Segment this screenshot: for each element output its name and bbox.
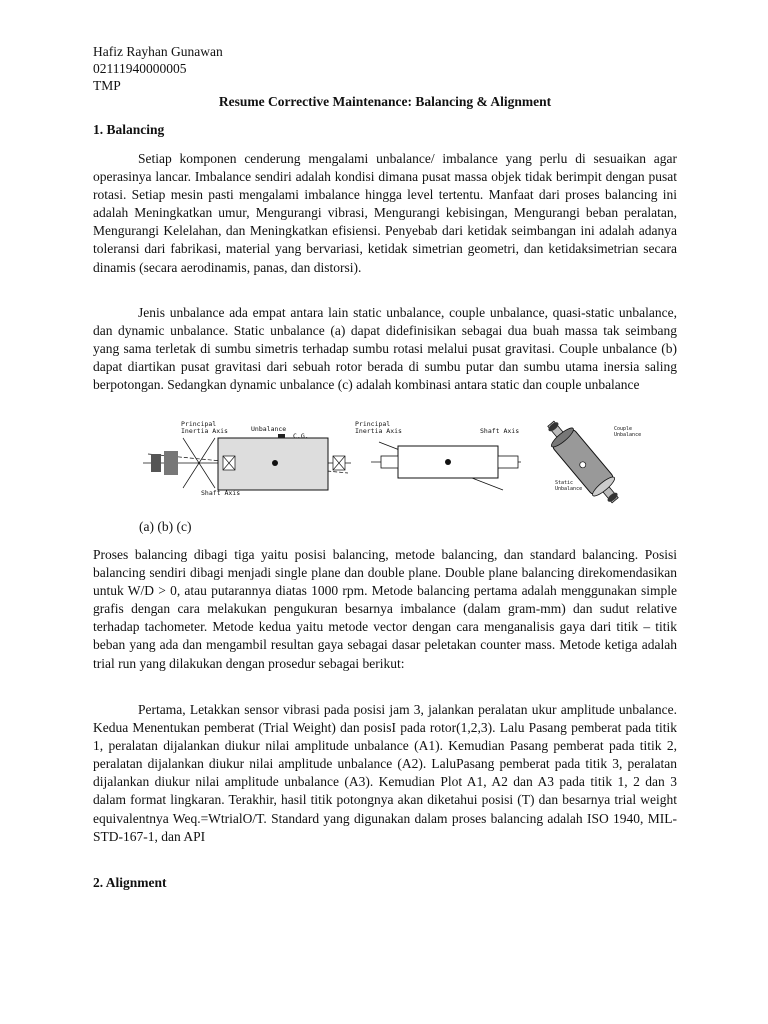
paragraph-trial-run-procedure: Pertama, Letakkan sensor vibrasi pada posisi jam 3, jalankan peralatan ukur amplitude unbalance. Kedua Menentukan pemberat (Trial Weight) dan posisI pada rotor(1,2,3). Lalu Pasang pemberat pada titik 1, peralatan dijalankan diukur nilai amplitude unbalance (A1). Kemudian Pasang pemberat pada titik 2, peralatan dijalankan diukur nilai amplitude unbalance (A2). LaluPasang pemberat pada titik 3, peralatan dijalankan diukur nilai amplitude unbalance (A3). Kemudian Plot A1, A2 dan A3 pada titik 1, 2 dan 3 dalam format lingkaran. Terakhir, hasil titik potongnya akan diketahui posisi (T) dan besarnya trial weight equivalentnya Weq.=WtrialO/T. Standard yang digunakan dalam proses balancing adalah ISO 1940, MIL-STD-167-1, dan API bbox=[93, 702, 677, 844]
label-static-2: Unbalance bbox=[555, 486, 583, 492]
unbalance-types-figure bbox=[143, 418, 643, 504]
paragraph-balancing-process: Proses balancing dibagi tiga yaitu posisi balancing, metode balancing, dan standard balancing. Posisi balancing sendiri dibagi menjadi single plane dan double plane. Double plane balancing direkomendasikan untuk W/D > 0, atau putarannya diatas 1000 rpm. Metode balancing pertama adalah menggunakan simple grafis dengan cara melakukan pengukuran besarnya imbalance (dalam gram-mm) dan sudut relative terhadap tachometer. Metode kedua yaitu metode vector dengan cara menganalisis gaya dari titik – titik beban yang ada dan mengambil resultan gaya sebagai dasar peletakan counter mass. Metode ketiga adalah trial run yang dilakukan dengan prosedur sebagai berikut: bbox=[93, 547, 677, 671]
label-principal-b1: Principal bbox=[355, 420, 391, 428]
paragraph-balancing-intro: Setiap komponen cenderung mengalami unbalance/ imbalance yang perlu di sesuaikan agar operasinya lancar. Imbalance sendiri adalah kondisi dimana pusat massa objek tidak berimpit dengan pusat rotasi. Setiap mesin pasti mengalami imbalance hingga level tertentu. Manfaat dari proses balancing ini adalah Meningkatkan umur, Mengurangi vibrasi, Mengurangi kebisingan, Mengurangi beban peralatan, Mengurangi Kelelahan, dan Meningkatkan efisiensi. Penyebab dari ketidak seimbangan ini adalah adanya toleransi dari fabrikasi, material yang bervariasi, ketidak simetrian geometri, dan ketidaksimetrian secara dinamis (secara aerodinamis, panas, dan distorsi). bbox=[93, 151, 677, 275]
paragraph-unbalance-types: Jenis unbalance ada empat antara lain static unbalance, couple unbalance, quasi-static unbalance, dan dynamic unbalance. Static unbalance (a) dapat didefinisikan sebagai dua buah massa tak seimbang yang sama terletak di sumbu simetris terhadap sumbu rotasi melalui pusat gravitasi. Couple unbalance (b) dapat diartikan pusat gravitasi dari sebuah rotor berada di sumbu putar dan sumbu utama inersia saling berpotongan. Sedangkan dynamic unbalance (c) adalah kombinasi antara static dan couple unbalance bbox=[93, 305, 677, 393]
label-shaft-axis-a: Shaft Axis bbox=[201, 489, 241, 497]
figure-caption: (a) (b) (c) bbox=[139, 519, 192, 534]
author-name: Hafiz Rayhan Gunawan bbox=[93, 44, 223, 59]
label-couple-2: Unbalance bbox=[614, 432, 642, 438]
label-couple-1: Couple bbox=[614, 426, 633, 432]
static-unbalance-diagram bbox=[143, 420, 351, 497]
department: TMP bbox=[93, 78, 121, 93]
label-principal-b2: Inertia Axis bbox=[355, 427, 402, 435]
label-principal-a2: Inertia Axis bbox=[181, 427, 228, 435]
document-title: Resume Corrective Maintenance: Balancing & Alignment bbox=[218, 94, 552, 109]
label-principal-a1: Principal bbox=[181, 420, 217, 428]
label-shaft-axis-b: Shaft Axis bbox=[480, 427, 520, 435]
dynamic-unbalance-diagram bbox=[540, 418, 626, 504]
label-unbalance: Unbalance bbox=[251, 425, 287, 433]
label-cg: C.G. bbox=[293, 432, 309, 440]
student-id: 02111940000005 bbox=[93, 61, 187, 76]
section-heading-balancing: 1. Balancing bbox=[93, 122, 165, 137]
couple-unbalance-diagram bbox=[355, 420, 521, 490]
section-heading-alignment: 2. Alignment bbox=[93, 875, 167, 890]
label-static-1: Static bbox=[555, 480, 574, 486]
